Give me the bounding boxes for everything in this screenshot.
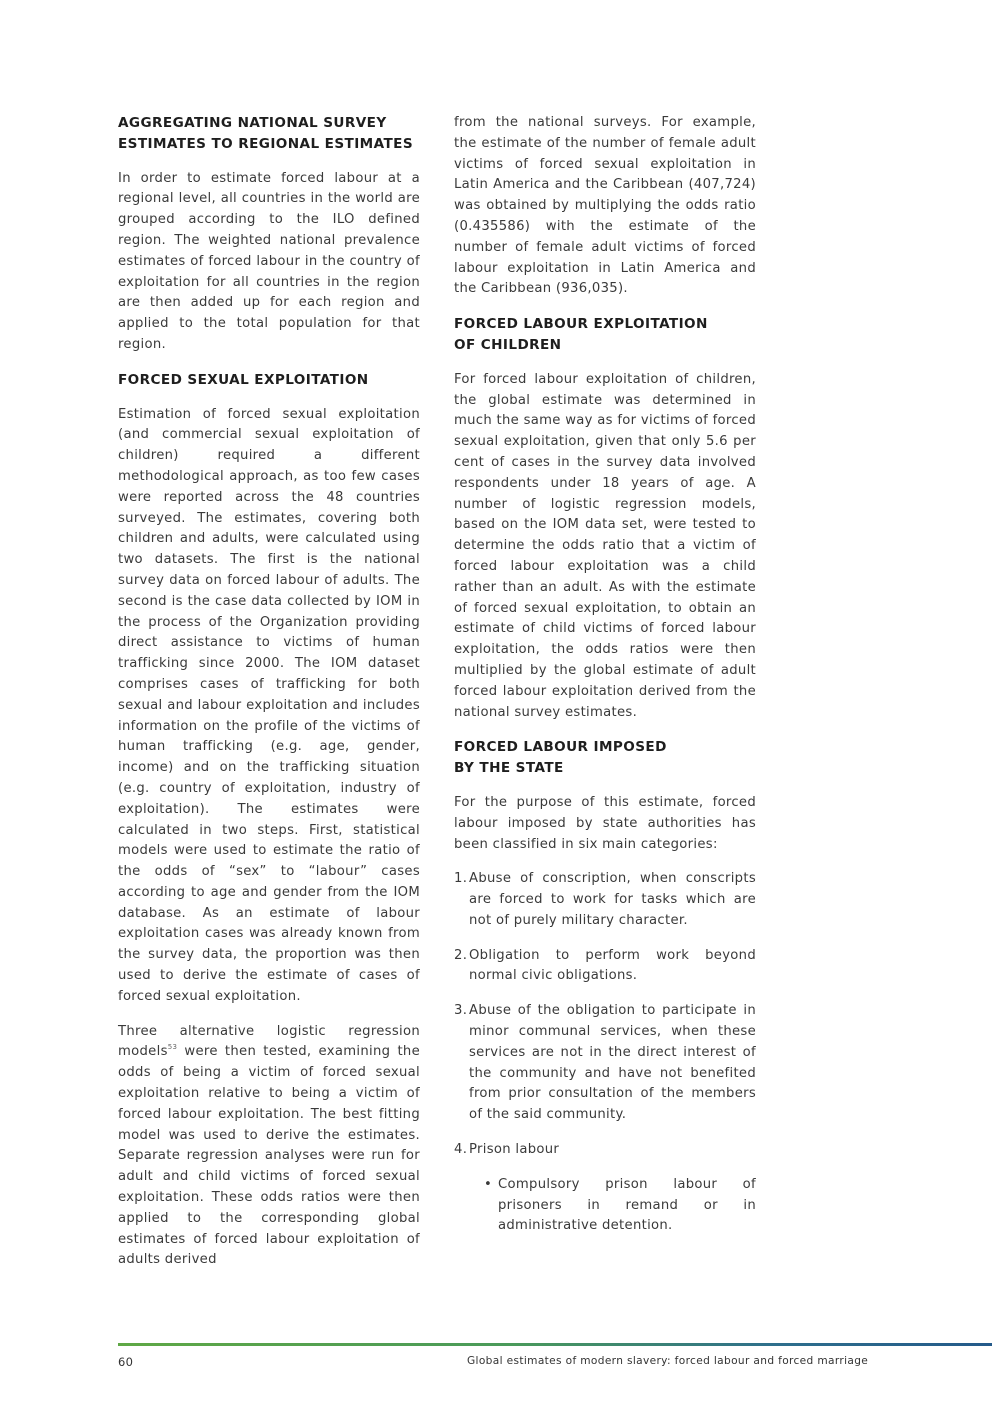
- paragraph-state-imposed-intro: For the purpose of this estimate, forced labour imposed by state authorities has been classified in six main categories:: [454, 794, 756, 852]
- section-heading-child-exploitation: FORCED LABOUR EXPLOITATION OF CHILDREN: [454, 316, 708, 353]
- footer-document-title: Global estimates of modern slavery: forced labour and forced marriage: [467, 1355, 869, 1367]
- bullet-item: [484, 1175, 756, 1237]
- list-item: [454, 869, 756, 931]
- paragraph-continuation: from the national surveys. For example, the estimate of the number of female adult victims of forced sexual exploitation in Latin America and the Caribbean (407,724) was obtained by multiplying the odds ratio (0.435586) with the estimate of the number of female adult victims of forced labour exploitation in Latin America and the Caribbean (936,035).: [454, 115, 756, 297]
- list-item-number: 1.: [454, 871, 468, 887]
- category-list: [454, 869, 756, 1237]
- bullet-item-text: Compulsory prison labour of prisoners in remand or in administrative detention.: [498, 1176, 756, 1234]
- right-column: [454, 113, 756, 1251]
- list-item-text: Abuse of the obligation to participate in minor communal services, when these services are not in the direct interest of the community and have not benefited from prior consultation of the members of the said community.: [469, 1003, 756, 1123]
- sub-bullet-list: [469, 1175, 756, 1237]
- list-item-number: 2.: [454, 947, 468, 963]
- list-item-text: Abuse of conscription, when conscripts are forced to work for tasks which are not of purely military character.: [469, 871, 756, 928]
- footer-divider: [118, 1343, 992, 1346]
- bullet-icon: •: [484, 1176, 493, 1192]
- list-item: [454, 1001, 756, 1126]
- list-item-number: 4.: [454, 1142, 468, 1158]
- paragraph-forced-sexual-exploitation-1: Estimation of forced sexual exploitation (and commercial sexual exploitation of children) required a different methodological approach, as too few cases were reported across the 48 countries surveyed. The estimates, covering both children and adults, were calculated using two datasets. The first is the national survey data on forced labour of adults. The second is the case data collected by IOM in the process of the Organization providing direct assistance to victims of human trafficking since 2000. The IOM dataset comprises cases of trafficking for both sexual and labour exploitation and includes information on the profile of the victims of human trafficking (e.g. age, gender, income) and on the trafficking situation (e.g. country of exploitation, industry of exploitation). The estimates were calculated in two steps. First, statistical models were used to estimate the ratio of the odds of “sex” to “labour” cases according to age and gender from the IOM database. As an estimate of labour exploitation cases was already known from the survey data, the proportion was then used to derive the estimate of cases of forced sexual exploitation.: [118, 406, 420, 1004]
- paragraph-forced-sexual-exploitation-2: [118, 1022, 420, 1272]
- list-item-number: 3.: [454, 1003, 468, 1019]
- left-column: [118, 113, 420, 1285]
- paragraph-text-start: Three alternative logistic regression models: [118, 1023, 420, 1060]
- list-item: [454, 946, 756, 988]
- list-item: [454, 1140, 756, 1237]
- paragraph-regional-estimates: In order to estimate forced labour at a regional level, all countries in the world are grouped according to the ILO defined region. The weighted national prevalence estimates of forced labour in the country of exploitation for all countries in the region are then added up for each region and applied to the total population for that region.: [118, 170, 420, 352]
- paragraph-child-exploitation: For forced labour exploitation of children, the global estimate was determined in much the same way as for victims of forced sexual exploitation, given that only 5.6 per cent of cases in the survey data involved respondents under 18 years of age. A number of logistic regression models, based on the IOM data set, were tested to determine the odds ratio that a victim of forced labour exploitation was a child rather than an adult. As with the estimate of forced sexual exploitation, to obtain an estimate of child victims of forced labour exploitation, the odds ratios were then multiplied by the global estimate of adult forced labour exploitation derived from the national survey estimates.: [454, 371, 756, 720]
- section-heading-regional-estimates: AGGREGATING NATIONAL SURVEY ESTIMATES TO REGIONAL ESTIMATES: [118, 115, 414, 152]
- paragraph-text-end: were then tested, examining the odds of being a victim of forced sexual exploitation relative to being a victim of forced labour exploitation. The best fitting model was used to derive the estimates. Separate regression analyses were run for adult and child victims of forced sexual exploitation. These odds ratios were then applied to the corresponding global estimates of forced labour exploitation of adults derived: [118, 1044, 420, 1268]
- section-heading-state-imposed: FORCED LABOUR IMPOSED BY THE STATE: [454, 739, 667, 777]
- list-item-text: Prison labour: [469, 1142, 560, 1158]
- section-heading-forced-sexual-exploitation: FORCED SEXUAL EXPLOITATION: [118, 371, 369, 388]
- footnote-marker[interactable]: 53: [167, 1043, 178, 1052]
- list-item-text: Obligation to perform work beyond normal civic obligations.: [469, 947, 756, 984]
- page-number: 60: [118, 1355, 134, 1369]
